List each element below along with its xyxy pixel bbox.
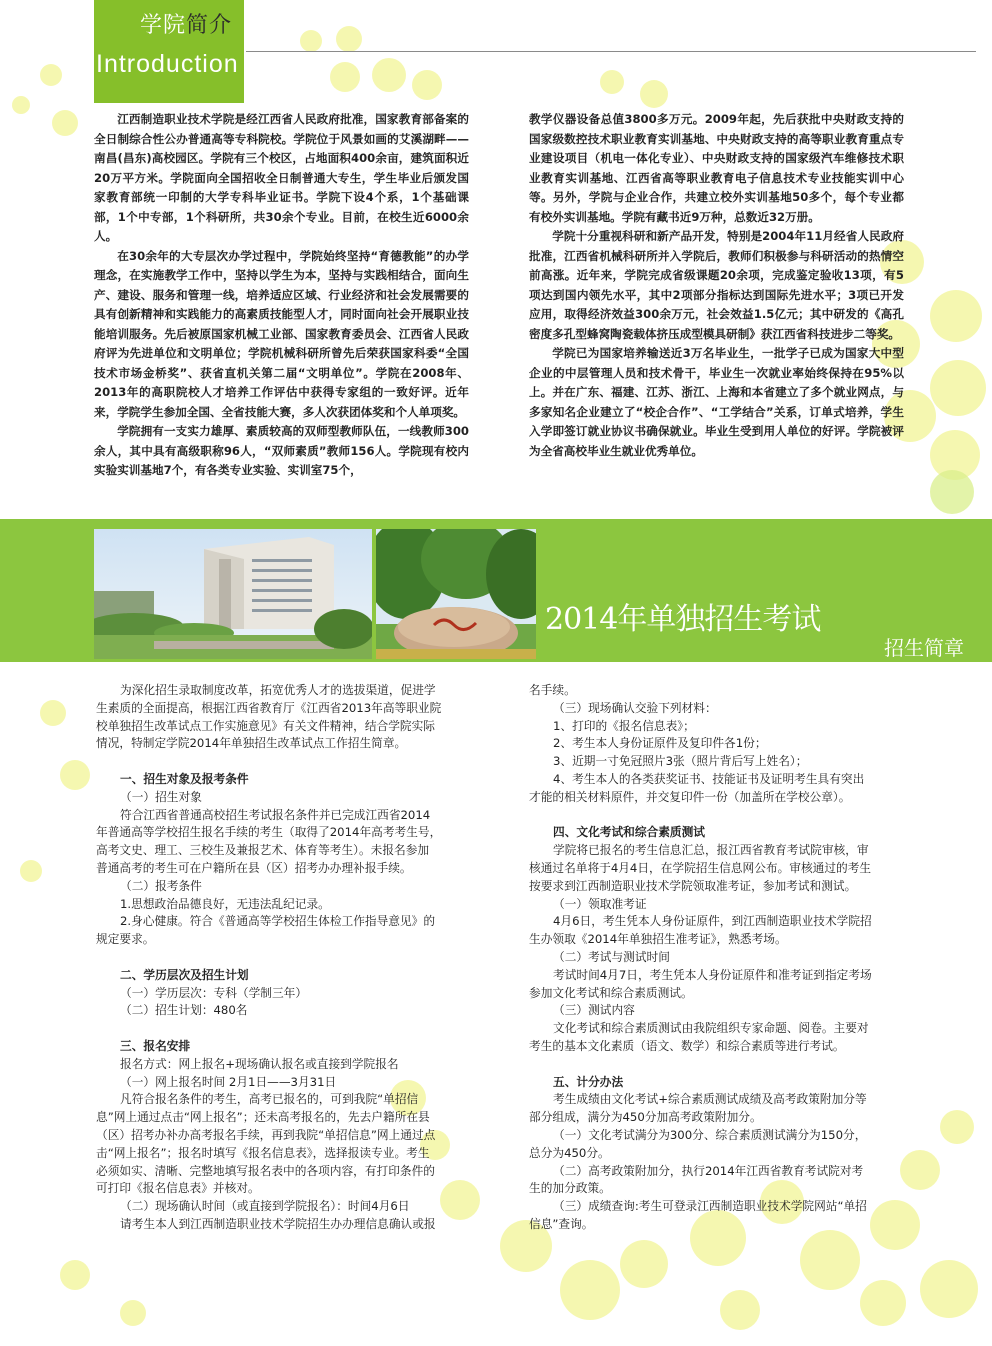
section-heading: 三、报名安排 (120, 1038, 191, 1053)
banner-title: 2014年单独招生考试 (545, 602, 821, 637)
text-line: 生办领取《2014年单独招生准考证》，熟悉考场。 (529, 932, 787, 947)
text-line: （一）学历层次：专科（学制三年） (120, 985, 308, 1000)
text-line: （一）文化考试满分为300分、综合素质测试满分为150分， (553, 1127, 867, 1142)
text-line: 请考生本人到江西制造职业技术学院招生办办理信息确认或报 (120, 1216, 436, 1231)
text-line: 参加文化考试和综合素质测试。 (529, 985, 693, 1000)
intro-left-column (94, 110, 469, 481)
text-line: 3、近期一寸免冠照片3张（照片背后写上姓名）； (553, 754, 808, 769)
campus-stone-photo (376, 529, 536, 659)
section-title-english: Introduction (96, 50, 239, 78)
text-line: 1.思想政治品德良好，无违法乱纪记录。 (120, 896, 330, 911)
text-line: 凡符合报名条件的考生，高考已报名的，可到我院“单招信 (120, 1092, 419, 1107)
text-line: 4月6日，考生凭本人身份证原件，到江西制造职业技术学院招 (553, 914, 872, 929)
text-line: 普通高考的考生可在户籍所在县（区）招考办办理补报手续。 (96, 860, 412, 875)
text-line: 校单独招生改革试点工作实施意见》有关文件精神，结合学院实际 (96, 718, 435, 733)
text-line: （三）成绩查询:考生可登录江西制造职业技术学院网站“单招 (553, 1199, 867, 1214)
text-line: 生的加分政策。 (529, 1181, 611, 1196)
text-line: 高考文史、理工、三校生及兼报艺术、体育等考生）。未报名参加 (96, 843, 430, 858)
text-line: 4、考生本人的各类获奖证书、技能证书及证明考生具有突出 (553, 771, 865, 786)
text-line: 情况，特制定学院2014年单独招生改革试点工作招生简章。 (96, 736, 407, 751)
text-line: 年普通高等学校招生报名手续的考生（取得了2014年高考考生号， (96, 825, 442, 840)
text-line: （三）现场确认交验下列材料： (553, 700, 717, 715)
text-line: （一）网上报名时间 2月1日——3月31日 (120, 1074, 337, 1089)
text-line: 报名方式：网上报名+现场确认报名或直接到学院报名 (120, 1056, 399, 1071)
text-line: 符合江西省普通高校招生考试报名条件并已完成江西省2014 (120, 807, 431, 822)
text-line: （二）高考政策附加分，执行2014年江西省教育考试院对考 (553, 1163, 864, 1178)
text-line: 生素质的全面提高，根据江西省教育厅《江西省2013年高等职业院 (96, 700, 442, 715)
text-line: 名手续。 (529, 683, 576, 697)
text-line: 2、考生本人身份证原件及复印件各1份； (553, 736, 767, 751)
text-line: 必须如实、清晰、完整地填写报名表中的各项内容，有打印条件的 (96, 1163, 435, 1178)
text-line: （二）考试与测试时间 (553, 949, 670, 964)
intro-paragraph: 学院拥有一支实力雄厚、素质较高的双师型教师队伍，一线教师300余人，其中具有高级职称96人，“双师素质”教师156人。学院现有校内实验实训基地7个，有各类专业实验、实训室75个， (94, 424, 469, 477)
banner-subtitle: 招生简章 (884, 636, 964, 660)
intro-paragraph: 学院已为国家培养输送近3万名毕业生，一批学子已成为国家大中型企业的中层管理人员和技术骨干，毕业生一次就业率始终保持在95%以上。并在广东、福建、江苏、浙江、上海和本省建立了多个就业网点，与多家知名企业建立了“校企合作”、“工学结合”关系，订单式培养，学生入学即签订就业协议书确保就业。毕业生受到用人单位的好评。学院被评为全省高校毕业生就业优秀单位。 (529, 346, 904, 458)
text-line: 为深化招生录取制度改革，拓宽优秀人才的选拔渠道，促进学 (120, 683, 436, 697)
text-line: 信息”查询。 (529, 1216, 594, 1231)
section-title-part1: 学院 (140, 13, 187, 38)
intro-paragraph: 教学仪器设备总值3800多万元。2009年起，先后获批中央财政支持的国家级数控技术职业教育实训基地、中央财政支持的高等职业教育重点专业建设项目（机电一体化专业）、中央财政支持的国家级汽车维修技术职业教育实训基地、江西省高等职业教育电子信息技术专业技能实训中心等。另外，学院与企业合作，共建立校外实训基地50多个，每个专业都有校外实训基地。学院有藏书近9万种，总数近32万册。 (529, 112, 904, 224)
text-line: 考生成绩由文化考试+综合素质测试成绩及高考政策附加分等 (553, 1092, 867, 1107)
text-line: 部分组成，满分为450分加高考政策附加分。 (529, 1110, 762, 1125)
section-heading: 二、学历层次及招生计划 (120, 967, 249, 982)
admission-left-column (96, 682, 468, 1234)
intro-paragraph: 学院十分重视科研和新产品开发，特别是2004年11月经省人民政府批准，江西省机械科研所并入学院后，教师们积极参与科研活动的热情空前高涨。近年来，学院完成省级课题20余项，完成鉴定验收13项，有5项达到国内领先水平，其中2项部分指标达到国际先进水平；3项已开发应用，取得经济效益300余万元，社会效益1.5亿元；其中研发的《高孔密度多孔型蜂窝陶瓷载体挤压成型模具研制》获江西省科技进步二等奖。 (529, 229, 904, 341)
text-line: 按要求到江西制造职业技术学院领取准考证，参加考试和测试。 (529, 878, 857, 893)
text-line: 1、打印的《报名信息表》； (553, 718, 695, 733)
text-line: 考试时间4月7日，考生凭本人身份证原件和准考证到指定考场 (553, 967, 872, 982)
header-rule (246, 51, 976, 52)
text-line: 文化考试和综合素质测试由我院组织专家命题、阅卷。主要对 (553, 1021, 869, 1036)
text-line: （三）测试内容 (553, 1003, 635, 1018)
campus-building-photo (94, 529, 372, 659)
text-line: 规定要求。 (96, 932, 155, 947)
text-line: （二）招生计划：480名 (120, 1003, 248, 1018)
section-heading: 一、招生对象及报考条件 (120, 771, 249, 786)
section-title (140, 8, 232, 39)
intro-right-column (529, 110, 904, 461)
intro-paragraph: 江西制造职业技术学院是经江西省人民政府批准，国家教育部备案的全日制综合性公办普通高等专科院校。学院位于风景如画的艾溪湖畔——南昌(昌东)高校园区。学院有三个校区，占地面积400余亩，建筑面积近20万平方米。学院面向全国招收全日制普通大专生，学生毕业后颁发国家教育部统一印制的大学专科毕业证书。学院下设4个系，1个基础课部，1个中专部，1个科研所，共30余个专业。目前，在校生近6000余人。 (94, 112, 470, 243)
text-line: 核通过名单将于4月4日，在学院招生信息网公布。审核通过的考生 (529, 860, 872, 875)
text-line: 才能的相关材料原件，并交复印件一份（加盖所在学校公章）。 (529, 789, 851, 804)
text-line: 击“网上报名”；报名时填写《报名信息表》，选择报读专业。考生 (96, 1145, 430, 1160)
section-heading: 四、文化考试和综合素质测试 (553, 825, 705, 840)
section-title-part2: 简介 (186, 13, 233, 38)
text-line: 考生的基本文化素质（语文、数学）和综合素质等进行考试。 (529, 1038, 845, 1053)
text-line: 息”网上通过点击“网上报名”；还未高考报名的，先去户籍所在县 (96, 1110, 430, 1125)
text-line: 2.身心健康。符合《普通高等学校招生体检工作指导意见》的 (120, 914, 436, 929)
text-line: 学院将已报名的考生信息汇总，报江西省教育考试院审核，审 (553, 843, 869, 858)
text-line: 总分为450分。 (529, 1145, 610, 1160)
text-line: （二）现场确认时间（或直接到学院报名）：时间4月6日 (120, 1199, 410, 1214)
intro-paragraph: 在30余年的大专层次办学过程中，学院始终坚持“育德教能”的办学理念，在实施教学工作中，坚持以学生为本，坚持与实践相结合，面向生产、建设、服务和管理一线，培养适应区域、行业经济和社会发展需要的具有创新精神和实践能力的高素质技能型人才，同时面向社会开展职业技能培训服务。先后被原国家机械工业部、国家教育委员会、江西省人民政府评为先进单位和文明单位；学院机械科研所曾先后荣获国家科委“全国技术市场金桥奖”、获省直机关第二届“文明单位”。学院在2008年、2013年的高职院校人才培养工作评估中获得专家组的一致好评。近年来，学院学生参加全国、全省技能大赛，多人次获团体奖和个人单项奖。 (94, 248, 469, 419)
text-line: （二）报考条件 (120, 878, 202, 893)
admission-right-column (529, 682, 901, 1234)
section-heading: 五、计分办法 (553, 1074, 624, 1089)
text-line: 可打印《报名信息表》并核对。 (96, 1181, 260, 1196)
text-line: （一）领取准考证 (553, 896, 647, 911)
text-line: （一）招生对象 (120, 789, 202, 804)
text-line: （区）招考办补办高考报名手续，再到我院“单招信息”网上通过点 (96, 1127, 436, 1142)
